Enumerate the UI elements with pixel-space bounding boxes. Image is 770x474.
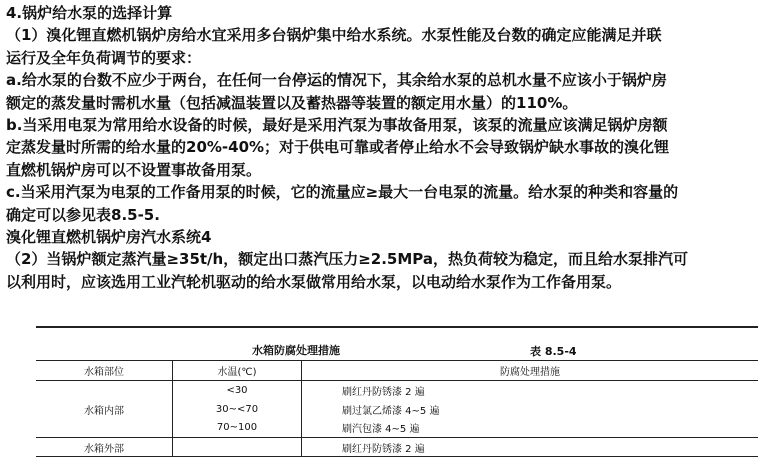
cell-part: 水箱内部 [36,381,173,438]
header-part: 水箱部位 [36,361,173,381]
table-row [36,438,758,457]
header-measure: 防腐处理措施 [500,367,560,378]
table-number: 表 8.5-4 [530,345,577,358]
table-header-row [36,361,758,381]
cell-measure: 刷汽包漆 4~5 遍 [342,424,420,436]
cell-measure: 刷红丹防锈漆 2 遍 [342,386,425,398]
paragraph-line: （2）当锅炉额定蒸汽量≥35t/h，额定出口蒸汽压力≥2.5MPa，热负荷较为稳定，而且给水泵排汽可 [6,250,688,269]
cell-part: 水箱外部 [36,438,173,457]
cell-measure: 刷红丹防锈漆 2 遍 [342,443,425,455]
cell-temp: <30 [173,381,302,400]
top-rule [36,326,758,328]
paragraph-line: c.当采用汽泵为电泵的工作备用泵的时候，它的流量应≥最大一台电泵的流量。给水泵的种类和容量的 [6,183,679,202]
paragraph-line: a.给水泵的台数不应少于两台，在任何一台停运的情况下，其余给水泵的总机水量不应该小于锅炉房 [6,71,667,90]
header-temp: 水温(℃) [173,361,302,381]
section-heading: 4.锅炉给水泵的选择计算 [6,4,173,22]
cell-temp: 70~100 [173,419,302,438]
paragraph-line: 额定的蒸发量时需机水量（包括减温装置以及蓄热器等装置的额定用水量）的110%。 [6,93,578,112]
cell-temp [173,438,302,457]
paragraph-line: 确定可以参见表8.5-5. [6,205,160,224]
body-text [6,2,768,293]
paragraph-line: 以利用时，应该选用工业汽轮机驱动的给水泵做常用给水泵，以电动给水泵作为工作备用泵。 [6,272,622,291]
paragraph-line: （1）溴化锂直燃机锅炉房给水宜采用多台锅炉集中给水系统。水泵性能及台数的确定应能满足并联 [6,26,662,45]
paragraph-line: 运行及全年负荷调节的要求： [6,48,202,67]
paragraph-line: 直燃机锅炉房可以不设置事故备用泵。 [6,160,262,179]
corrosion-table [36,360,758,457]
subheading: 溴化锂直燃机锅炉房汽水系统4 [6,227,212,246]
table-row [36,381,758,400]
paragraph-line: b.当采用电泵为常用给水设备的时候，最好是采用汽泵为事故备用泵，该泵的流量应该满足锅炉房额 [6,115,668,134]
paragraph-line: 定蒸发量时所需的给水量的20%-40%；对于供电可靠或者停止给水不会导致锅炉缺水事故的溴化锂 [6,138,670,157]
table-title: 水箱防腐处理措施 [252,344,340,357]
cell-temp: 30~<70 [173,400,302,419]
cell-measure: 刷过氯乙烯漆 4~5 遍 [342,405,440,417]
